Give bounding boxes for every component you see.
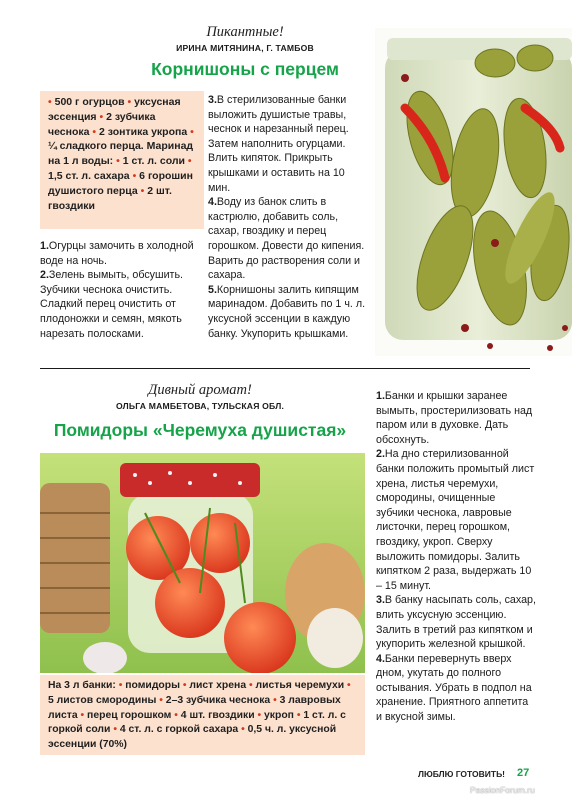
step-2: 2.Зелень вымыть, обсушить. Зубчики чеснока очистить. Сладкий перец очистить от плодоножки и семян, мякоть нарезать полосками. xyxy=(40,269,183,340)
step-3: 3.В банку насыпать соль, сахар, влить уксусную эссенцию. Залить в третий раз кипятком и укупорить железной крышкой. xyxy=(376,594,536,651)
magazine-name: ЛЮБЛЮ ГОТОВИТЬ! xyxy=(418,769,506,779)
recipe2-title: Помидоры «Черемуха душистая» xyxy=(53,420,347,440)
recipe1-title: Корнишоны с перцем xyxy=(151,59,339,79)
recipe2-ingredients-text: На 3 л банки: • помидоры • лист хрена • листья черемухи • 5 листов смородины • 2–3 зубчика чеснока • 3 лавровых листа • перец горошком • 4 шт. гвоздики • укроп • 1 ст. л. с горкой соли • 4 ст. л. с горкой сахара • 0,5 ч. л. уксусной эссенции (70%) xyxy=(48,680,351,751)
step-2: 2.На дно стерилизованной банки положить промытый лист хрена, листья черемухи, смородины, очищенные зубчики чеснока, лавровые листочки, перец горошком, гвоздику, укроп. Сверху выложить помидоры. Залить кипятком 2 раза, выдержать 10 – 15 минут. xyxy=(376,448,535,592)
recipe2-steps xyxy=(376,389,536,725)
recipe1-steps-right xyxy=(208,93,368,341)
recipe1-author: ИРИНА МИТЯНИНА, Г. ТАМБОВ xyxy=(176,43,314,53)
page-number: 27 xyxy=(517,767,530,779)
step-1: 1.Огурцы замочить в холодной воде на ночь. xyxy=(40,240,194,267)
recipe1-kicker: Пикантные! xyxy=(206,24,284,40)
recipe2-ingredients-box xyxy=(40,675,365,755)
pickles-photo xyxy=(375,28,572,356)
step-4: 4.Банки перевернуть вверх дном, укутать до полного остывания. Убрать в подпол на хранение. Приятного аппетита и вкусной зимы. xyxy=(376,652,532,724)
recipe2-author: ОЛЬГА МАМБЕТОВА, ТУЛЬСКАЯ ОБЛ. xyxy=(115,401,285,411)
recipe1-ingredients-text: • 500 г огурцов • уксусная эссенция • 2 зубчика чеснока • 2 зонтика укропа • ¼ сладкого перца. Маринад на 1 л воды: • 1 ст. л. соли • 1,5 ст. л. сахара • 6 горошин душистого перца • 2 шт. гвоздики xyxy=(48,96,194,212)
recipe1-steps-left xyxy=(40,239,204,341)
step-5: 5.Корнишоны залить кипящим маринадом. Добавить по 1 ч. л. уксусной эссенции в каждую банку. Укупорить крышками. xyxy=(208,283,366,340)
step-3: 3.В стерилизованные банки выложить душистые травы, чеснок и нарезанный перец. Затем наполнить огурцами. Влить кипяток. Прикрыть крышками и оставить на 10 мин. xyxy=(208,94,349,194)
step-1: 1.Банки и крышки заранее вымыть, простерилизовать над паром или в духовке. Дать обсохнуть. xyxy=(376,390,533,446)
watermark: PassionForum.ru xyxy=(470,785,535,795)
step-4: 4.Воду из банок слить в кастрюлю, добавить соль, сахар, гвоздику и перец горошком. Довести до кипения. Варить до растворения соли и сахара. xyxy=(208,196,365,282)
tomatoes-photo xyxy=(40,453,365,673)
recipe1-ingredients-box xyxy=(40,91,204,229)
recipe2-kicker: Дивный аромат! xyxy=(148,382,252,398)
section-divider xyxy=(40,368,530,369)
